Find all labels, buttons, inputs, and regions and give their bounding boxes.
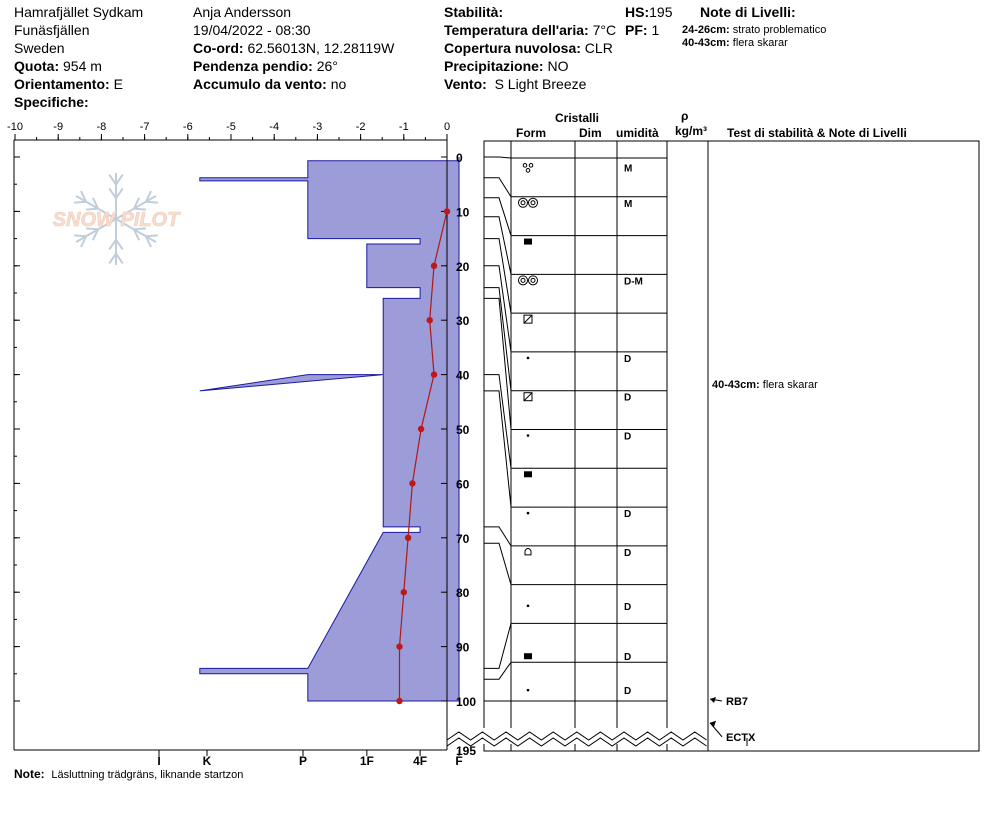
temperature-point [431, 263, 437, 269]
temp-tick-label: -5 [226, 121, 236, 133]
snowflake-branch [116, 188, 123, 198]
precip-symbol [526, 169, 530, 173]
air-temp-label: Temperatura dell'aria: [444, 22, 589, 38]
wind-loading-value: no [330, 76, 347, 92]
layer-note-text: flera skarar [732, 37, 788, 49]
form-header: Form [516, 126, 546, 140]
dot-symbol [527, 689, 530, 692]
temperature-point [396, 698, 402, 704]
snowflake-branch [74, 235, 86, 236]
dot-symbol [527, 512, 530, 515]
layer-moisture: D [624, 652, 632, 664]
depth-tick-label: 10 [456, 205, 470, 220]
temperature-point [444, 208, 450, 214]
snowflake-branch [109, 175, 116, 185]
dot-symbol [527, 605, 530, 608]
depth-tick-label: 20 [456, 259, 470, 274]
depth-tick-label: 30 [456, 314, 470, 329]
hardness-tick-label: 1F [359, 754, 374, 768]
moisture-header: umidità [616, 126, 659, 140]
snowflake-branch [109, 188, 116, 198]
coord-label: Co-ord: [193, 40, 244, 56]
region-name: Funäsfjällen [14, 22, 90, 38]
dim-header: Dim [579, 126, 602, 140]
specifics-label: Specifiche: [14, 94, 89, 110]
temperature-point [427, 317, 433, 323]
snowpilot-logo [53, 173, 181, 265]
density-symbol: ρ [681, 109, 689, 123]
table-border [484, 141, 979, 751]
snowflake-branch [146, 235, 158, 236]
tests-header: Test di stabilità & Note di Livelli [727, 126, 907, 140]
observation-datetime: 19/04/2022 - 08:30 [193, 22, 311, 38]
temperature-point [396, 643, 402, 649]
rounded-grain-symbol [529, 276, 538, 285]
rounded-grain-symbol [529, 198, 538, 207]
temperature-point [405, 535, 411, 541]
layer-moisture: M [624, 163, 633, 175]
sky-value: CLR [584, 40, 613, 56]
test-note-depth: 40-43cm: [712, 378, 763, 391]
temp-tick-label: -9 [53, 121, 64, 133]
layer-note-depth: 24-26cm: [682, 24, 730, 36]
depth-tick-label: 0 [456, 151, 463, 165]
snowflake-branch [74, 202, 86, 203]
layer-note-depth: 40-43cm: [682, 37, 730, 49]
elevation-value: 954 m [63, 58, 102, 74]
depth-tick-label: 90 [456, 640, 470, 655]
precip-label: Precipitazione: [444, 58, 544, 74]
rounded-grain-symbol [531, 278, 535, 282]
snowflake-branch [109, 254, 116, 264]
faceted-symbol [524, 315, 532, 323]
note-label: Note: [14, 767, 45, 781]
hardness-tick-label: 4F [413, 754, 428, 768]
rounded-grain-symbol [519, 198, 528, 207]
air-temp-value: 7°C [592, 22, 617, 38]
aspect-value: E [113, 76, 123, 92]
temperature-point [409, 480, 415, 486]
snowflake-branch [146, 202, 158, 203]
layer-moisture: D [624, 547, 632, 559]
temp-tick-label: -1 [398, 121, 409, 133]
temp-tick-label: -6 [182, 121, 193, 133]
hardness-tick-label: P [298, 754, 308, 768]
crystals-header: Cristalli [555, 111, 600, 125]
depth-tick-label: 70 [456, 531, 470, 546]
observer-name: Anja Andersson [193, 4, 292, 20]
rounded-grain-symbol [531, 201, 535, 205]
faceted-symbol [524, 393, 532, 401]
temp-tick-label: -10 [7, 121, 23, 133]
rounded-grain-symbol [521, 278, 525, 282]
temp-tick-label: -2 [355, 121, 366, 133]
test-label: ECTX [726, 731, 756, 744]
table-break-background [448, 728, 706, 744]
country-name: Sweden [14, 40, 65, 56]
layer-moisture: D [624, 601, 632, 613]
coord-value: 62.56013N, 12.28119W [247, 40, 395, 56]
depth-bottom-label: 195 [456, 744, 477, 758]
depth-tick-label: 50 [456, 423, 470, 437]
depth-tick-label: 80 [456, 586, 470, 601]
hardness-tick-label: F [455, 754, 463, 768]
hardness-tick-label: K [202, 754, 212, 768]
layer-table [447, 141, 979, 751]
dot-symbol [527, 357, 530, 360]
stability-label: Stabilità: [444, 4, 504, 20]
snowflake-branch [116, 175, 123, 185]
stability-tests [710, 379, 818, 746]
wind-label: Vento: [444, 76, 487, 92]
depth-tick-label: 40 [456, 368, 470, 383]
temperature-point [431, 371, 437, 377]
elevation-label: Quota: [14, 58, 60, 74]
snowflake-branch [116, 240, 123, 250]
depth-tick-label: 100 [456, 695, 477, 709]
wind-loading-label: Accumulo da vento: [193, 76, 327, 92]
temp-tick-label: -4 [269, 121, 280, 133]
density-unit: kg/m³ [675, 124, 708, 138]
temperature-point [401, 589, 407, 595]
precip-value: NO [547, 58, 569, 74]
snowflake-branch [109, 240, 116, 250]
layer-moisture: D-M [624, 276, 643, 288]
layer-moisture: D [624, 686, 632, 698]
temp-tick-label: 0 [443, 121, 451, 133]
melt-crust-symbol [524, 239, 532, 245]
pf-label: PF: [625, 22, 648, 38]
slope-value: 26° [316, 58, 338, 74]
depth-tick-label: 60 [456, 477, 470, 492]
hs-label: HS: [625, 4, 650, 20]
layer-moisture: D [624, 392, 632, 404]
location-name: Hamrafjället Sydkam [14, 4, 144, 20]
precip-symbol [523, 164, 527, 168]
layer-moisture: M [624, 198, 633, 210]
snowflake-branch [116, 254, 123, 264]
temperature-point [418, 426, 424, 432]
layer-moisture: D [624, 431, 632, 443]
melt-crust-symbol [524, 471, 532, 477]
hs-value: 195 [649, 4, 673, 20]
sky-label: Copertura nuvolosa: [444, 40, 581, 56]
rounded-grain-symbol [521, 201, 525, 205]
test-label: RB7 [726, 696, 749, 708]
logo-text: SNOW PILOT [52, 209, 180, 231]
layer-note-text: strato problematico [732, 24, 827, 36]
layer-moisture: D [624, 353, 632, 365]
rounded-grain-symbol [519, 276, 528, 285]
wind-value: S Light Breeze [494, 76, 587, 92]
layer-notes-title: Note di Livelli: [700, 4, 796, 20]
aspect-label: Orientamento: [14, 76, 110, 92]
test-note [712, 379, 818, 391]
test-note-text: flera skarar [762, 378, 818, 391]
dot-symbol [527, 434, 530, 437]
temp-tick-label: -7 [139, 121, 150, 133]
temp-tick-label: -3 [312, 121, 323, 133]
precip-symbol [529, 164, 533, 168]
temp-tick-label: -8 [96, 121, 107, 133]
pf-value: 1 [651, 22, 660, 38]
hardness-tick-label: I [157, 754, 161, 768]
test-arrow [710, 723, 722, 737]
melt-crust-symbol [524, 653, 532, 659]
slope-label: Pendenza pendio: [193, 58, 313, 74]
depth-hoar-symbol [525, 548, 531, 555]
layer-moisture: D [624, 509, 632, 521]
note-text: Läsluttning trädgräns, liknande startzon [51, 769, 244, 781]
